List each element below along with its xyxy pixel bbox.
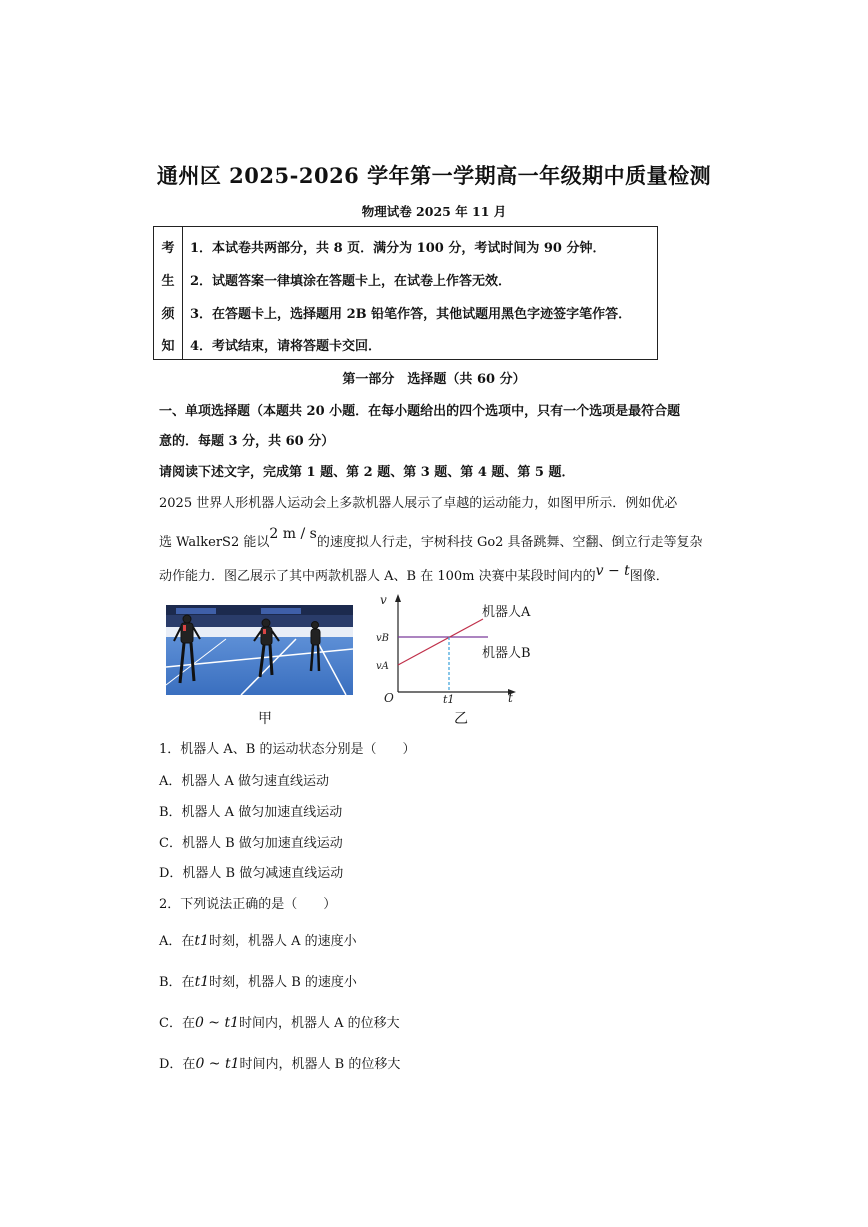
robot-b-label: 机器人B (482, 646, 531, 661)
time-range-symbol: 0 ~ t1 (194, 1015, 240, 1031)
exam-subtitle: 物理试卷 2025 年 11 月 (361, 204, 507, 219)
notice-side-char: 知 (161, 339, 175, 354)
option-text: 时间内，机器人 B 的位移大 (239, 1057, 401, 1072)
notice-item: 2．试题答案一律填涂在答题卡上，在试卷上作答无效． (190, 274, 512, 289)
section-instruction-line2: 意的．每题 3 分，共 60 分） (159, 434, 335, 449)
robot-race-photo (166, 605, 353, 695)
y-axis-label: v (380, 593, 387, 607)
passage-text: 图像． (629, 569, 669, 584)
option-text: 时间内，机器人 A 的位移大 (239, 1016, 400, 1031)
question-1-stem: 1．机器人 A、B 的运动状态分别是（ ） (159, 742, 416, 757)
time-range-symbol: 0 ~ t1 (195, 1056, 240, 1072)
va-label: vA (376, 661, 389, 672)
notice-side-char: 考 (161, 241, 175, 256)
read-instruction: 请阅读下述文字，完成第 1 题、第 2 题、第 3 题、第 4 题、第 5 题． (159, 465, 575, 480)
t1-symbol: t1 (194, 933, 209, 949)
option-text: D．在 (159, 1057, 196, 1072)
notice-side-label (154, 227, 183, 359)
passage-line3 (159, 565, 669, 584)
question-1-option: C．机器人 B 做匀加速直线运动 (159, 836, 343, 851)
question-2-option (159, 1012, 400, 1031)
passage-text: 的速度拟人行走，宇树科技 Go2 具备跳舞、空翻、倒立行走等复杂 (316, 535, 703, 550)
photo-caption: 甲 (258, 711, 272, 727)
vt-formula: v − t (595, 563, 630, 579)
option-text: C．在 (159, 1016, 195, 1031)
speed-formula: 2 m / s (269, 526, 317, 542)
passage-text: 动作能力．图乙展示了其中两款机器人 A、B 在 100m 决赛中某段时间内的 (159, 569, 596, 584)
option-text: A．在 (159, 934, 195, 949)
y-axis-arrow-icon (395, 594, 401, 602)
robot-a-label: 机器人A (482, 605, 531, 620)
question-2-option (159, 930, 357, 949)
option-text: B．在 (159, 975, 195, 990)
question-2-option (159, 1053, 400, 1072)
section-instruction-line1: 一、单项选择题（本题共 20 小题．在每小题给出的四个选项中，只有一个选项是最符合题 (159, 404, 681, 419)
x-axis-label: t (508, 691, 513, 704)
question-1-option: B．机器人 A 做匀加速直线运动 (159, 805, 343, 820)
graph-caption: 乙 (454, 711, 468, 727)
vb-label: vB (376, 633, 389, 644)
passage-text: 选 WalkerS2 能以 (159, 535, 270, 550)
notice-item: 1．本试卷共两部分，共 8 页．满分为 100 分，考试时间为 90 分钟． (190, 241, 606, 256)
origin-label: O (384, 691, 394, 704)
question-2-option (159, 971, 357, 990)
part-heading: 第一部分 选择题（共 60 分） (342, 372, 526, 387)
option-text: 时刻，机器人 A 的速度小 (208, 934, 357, 949)
notice-side-char: 生 (161, 274, 175, 289)
t1-label: t1 (443, 693, 455, 704)
line-robot-a (398, 619, 483, 665)
notice-item: 4．考试结束，请将答题卡交回． (190, 339, 382, 354)
t1-symbol: t1 (194, 974, 210, 990)
exam-title: 通州区 2025-2026 学年第一学期高一年级期中质量检测 (156, 163, 712, 188)
option-text: 时刻，机器人 B 的速度小 (209, 975, 357, 990)
question-1-option: A．机器人 A 做匀速直线运动 (159, 774, 330, 789)
question-2-stem: 2．下列说法正确的是（ ） (159, 897, 337, 912)
question-1-option: D．机器人 B 做匀减速直线运动 (159, 866, 344, 881)
passage-line2 (159, 526, 703, 550)
candidate-notice-box (153, 226, 658, 360)
notice-side-char: 须 (161, 307, 175, 322)
passage-line1: 2025 世界人形机器人运动会上多款机器人展示了卓越的运动能力，如图甲所示．例如优必 (159, 496, 678, 511)
notice-item: 3．在答题卡上，选择题用 2B 铅笔作答，其他试题用黑色字迹签字笔作答． (190, 307, 632, 322)
